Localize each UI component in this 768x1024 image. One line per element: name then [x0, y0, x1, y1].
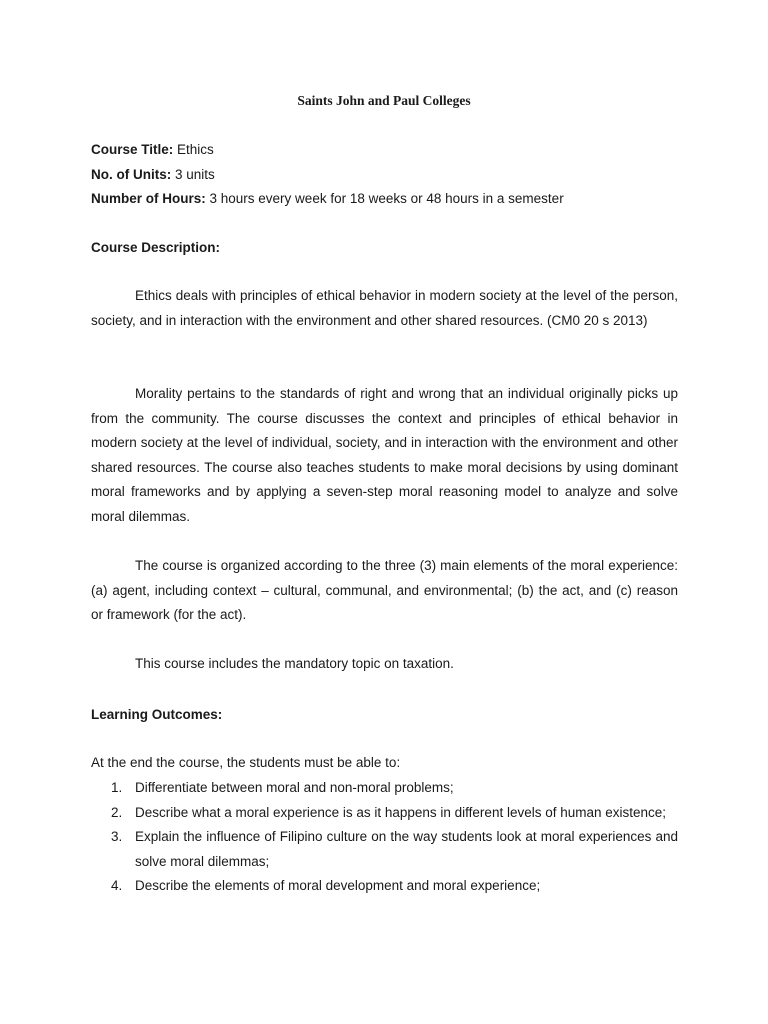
learning-outcomes-heading: Learning Outcomes: — [91, 707, 223, 722]
list-item-text: Differentiate between moral and non-moral problems; — [135, 780, 454, 795]
course-title-value: Ethics — [177, 142, 214, 157]
course-title-line — [91, 142, 214, 157]
course-description-heading: Course Description: — [91, 240, 221, 255]
list-item — [91, 825, 678, 874]
description-paragraph: This course includes the mandatory topic on taxation. — [135, 656, 454, 671]
outcomes-intro: At the end the course, the students must be able to: — [91, 755, 401, 770]
list-item-number: 4. — [111, 878, 123, 893]
list-item — [91, 874, 678, 899]
units-value: 3 units — [175, 167, 215, 182]
description-paragraph: The course is organized according to the three (3) main elements of the moral experience: (a) agent, including context – cultural, communal, and environmental; (b) the act, and (c) reason or framework (for the act). — [91, 558, 678, 622]
list-item — [91, 776, 678, 801]
description-paragraph: Morality pertains to the standards of right and wrong that an individual originally picks up from the community. The course discusses the context and principles of ethical behavior in modern society at the level of individual, society, and in interaction with the environment and other shared resources. The course also teaches students to make moral decisions by using dominant moral frameworks and by applying a seven-step moral reasoning model to analyze and solve moral dilemmas. — [91, 386, 678, 524]
units-label: No. of Units: — [91, 167, 172, 182]
outcomes-list — [91, 776, 678, 899]
course-title-label: Course Title: — [91, 142, 174, 157]
description-paragraph: Ethics deals with principles of ethical behavior in modern society at the level of the person, society, and in interaction with the environment and other shared resources. (CM0 20 s 2013) — [91, 288, 678, 328]
list-item-number: 2. — [111, 804, 123, 820]
hours-value: 3 hours every week for 18 weeks or 48 hours in a semester — [209, 191, 564, 206]
list-item-text: Describe the elements of moral development and moral experience; — [135, 878, 541, 893]
list-item-number: 1. — [111, 780, 123, 795]
hours-line — [91, 191, 564, 206]
units-line — [91, 167, 215, 182]
list-item-text: Explain the influence of Filipino culture on the way students look at moral experiences and solve moral dilemmas; — [135, 829, 678, 869]
list-item-number: 3. — [111, 829, 123, 844]
list-item-text: Describe what a moral experience is as it happens in different levels of human existence; — [135, 804, 667, 820]
hours-label: Number of Hours: — [91, 191, 206, 206]
list-item — [91, 801, 678, 826]
college-title: Saints John and Paul Colleges — [297, 93, 471, 108]
